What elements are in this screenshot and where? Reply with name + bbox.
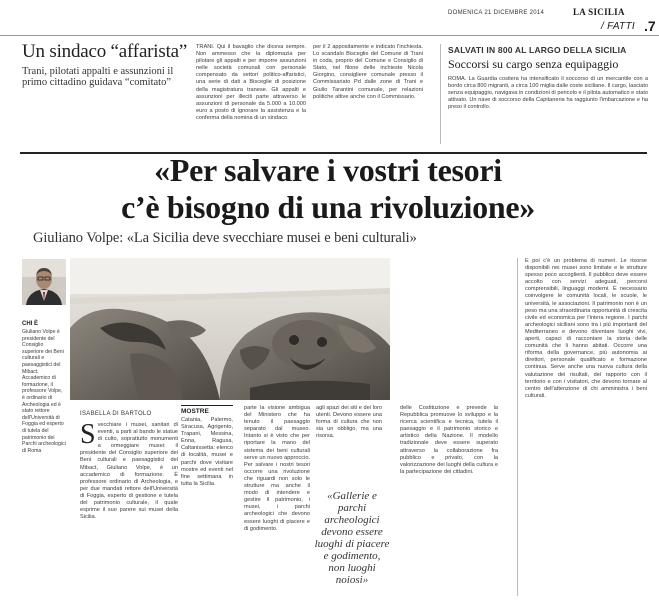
story-migranti-body: ROMA. La Guardia costiera ha intensificato il soccorso di un mercantile con a bordo circa 800 migranti, a circa 100 miglia dalle coste siciliane. Il cargo, lasciato senza equipaggio, navigava in condizioni di pericolo e il pilota automatico e stato attivato. Un nave di soccorso della Capitaneria ha raggiunto l'imbarcazione e ha preso il controllo.: [448, 76, 648, 111]
story-migranti-kicker: SALVATI IN 800 AL LARGO DELLA SICILIA: [448, 45, 627, 55]
mostre-box-body: Catania, Palermo, Siracusa, Agrigento, Trapani, Messina, Enna, Ragusa, Caltanissetta: elenco di località, musei e parchi dove visitare mostre ed eventi nel fine settimana in tutta la Sicilia.: [181, 417, 233, 487]
column-divider: [517, 258, 518, 596]
column-divider: [440, 44, 441, 144]
lead-text: vecchiare i musei, sanitari di eventi, a parti al bando le statue di culto, soprattutto monumenti a ormeggiare musei: il presidente del Consiglio superiore dei Beni culturali e paesaggistici del Mibact, Giuliano Volpe, è un accademico di formazione. È professore ordinario di Archeologia, e per due mandati rettore dell'Università di Foggia, esperto di gestione e tutela del patrimonio culturale, il quale esprime il suo parere sui musei della Sicilia.: [80, 422, 178, 521]
mostre-box-title: MOSTRE: [181, 405, 233, 415]
story-sindaco: [22, 42, 192, 88]
bio-label: CHI È: [22, 321, 39, 327]
main-headline-line-1: «Per salvare i vostri tesori: [154, 152, 502, 188]
page-number: .7: [644, 18, 656, 34]
main-body-lead: [80, 422, 178, 594]
story-sindaco-headline: Un sindaco “affarista”: [22, 41, 188, 62]
issue-date: DOMENICA 21 DICEMBRE 2014: [448, 10, 545, 16]
main-body-col-4: delle Costituzione e prevede la Repubblica promuove lo sviluppo e la ricerca scientifica e tecnica, tutela il paesaggio e il patrimonio storico e artistico della Nazione. Il modello tradizionale deve essere superato attraverso la collaborazione fra pubblico e privato, con la valorizzazione dei luoghi della cultura e la partecipazione dei cittadini.: [400, 405, 498, 475]
bio-sidebar: [22, 259, 66, 469]
story-sindaco-col-1: TRANI. Qui il bavaglio che diceva sempre. Non ammesso che la diplomazia per pilotare gli appalti e per imporre assunzioni nelle società comunali con personale compensato da settori politico-affaristici, una serie di dati a Bisceglie di posizione della magistratura tranese. Gli appalti e assunzioni per illeciti parte attraverso le assunzioni di personale da 5.000 a 10.000 euro a posto di ignorare la assistenza e la conferma della nomina di un sindaco.: [196, 44, 306, 121]
page-masthead: [0, 0, 659, 44]
portrait-photo: [22, 259, 66, 305]
story-sindaco-body: [196, 44, 426, 144]
story-sindaco-col-2: per il 2 appositamente e indicato l'inchiesta. Lo scandalo Bisceglie del Comune di Trani in coda, proprio del Comune e Consiglio di Stato, nel filone delle inchieste Nicola Giorgino, consigliere comunale presso il Commissariato Pd dalle zone di Trani e Giulio Tarantini comunale, per relazioni politiche attive anche con il Commissario.: [313, 44, 423, 100]
newspaper-name: LA SICILIA: [573, 7, 625, 17]
pull-quote: «Gallerie e parchi archeologici devono essere luoghi di piacere e godimento, non luoghi noiosi»: [314, 490, 390, 586]
main-body-right: [400, 405, 498, 595]
main-subhead: Giuliano Volpe: «La Sicilia deve svecchiare musei e beni culturali»: [33, 230, 417, 246]
mostre-box: [181, 405, 233, 595]
main-body-col-2: parte la visione ambigua del Ministero che ha tenuto il paesaggio separato dal museo. Intanto si è visto che per riportare la mano del sistema dei beni culturali serve un nuovo approccio. Per salvare i nostri tesori occorre una rivoluzione che riguardi non solo le strutture ma anche il modo di intendere e gestire il patrimonio, i musei, i parchi archeologici che devono essere luoghi di piacere e di godimento.: [244, 405, 310, 532]
main-body-far: [525, 258, 647, 596]
sculpture-photo: [70, 258, 390, 400]
main-body-col-5: E poi c'è un problema di numeri. Le risorse disponibili nei musei sono limitate e le strutture spesso poco accoglienti. Il pubblico deve essere accolto con servizi adeguati, percorsi comprensibili, linguaggi moderni. È necessario coinvolgere le comunità locali, le scuole, le università, le associazioni. Il patrimonio non è un peso ma una straordinaria opportunità di crescita civile ed economica per l'intera regione. I parchi archeologici siciliani sono tra i più importanti del Mediterraneo e devono diventare luoghi vivi, aperti, capaci di raccontare la storia delle comunità che li hanno abitati. Occorre una riforma della governance, più autonomia ai direttori, personale qualificato e formazione continua. Serve anche una nuova cultura della valutazione dei risultati, del rapporto con il territorio e con i visitatori, che devono tornare al centro dell'attenzione di chi amministra i beni culturali.: [525, 258, 647, 399]
byline: ISABELLA DI BARTOLO: [80, 411, 152, 417]
main-body-lead-col: [80, 422, 178, 594]
story-migranti: [448, 45, 648, 112]
section-label: / FATTI: [601, 21, 635, 32]
story-sindaco-deck: Trani, pilotati appalti e assunzioni il primo cittadino guidava “comitato”: [22, 66, 174, 88]
main-headline-line-2: c’è bisogno di una rivoluzione»: [121, 189, 535, 225]
bio-text: Giuliano Volpe è presidente del Consiglio superiore dei Beni culturali e paesaggistici del Mibact. Accademico di formazione, il professore Volpe, è ordinario di Archeologia ed è stato rettore dell'Università di Foggia ed esperto di tutela del patrimonio dei Parchi archeologici di Roma: [22, 329, 66, 454]
section-bar: [0, 18, 659, 37]
masthead-divider: [0, 35, 659, 36]
main-headline: [28, 152, 628, 226]
story-migranti-title: Soccorsi su cargo senza equipaggio: [448, 57, 619, 71]
main-body-col-3: agli spazi dei siti e dei loro utenti. Devono essere una forma di cultura che non sia un obbligo, ma una risorsa.: [316, 405, 382, 440]
drop-cap: S: [80, 422, 96, 450]
